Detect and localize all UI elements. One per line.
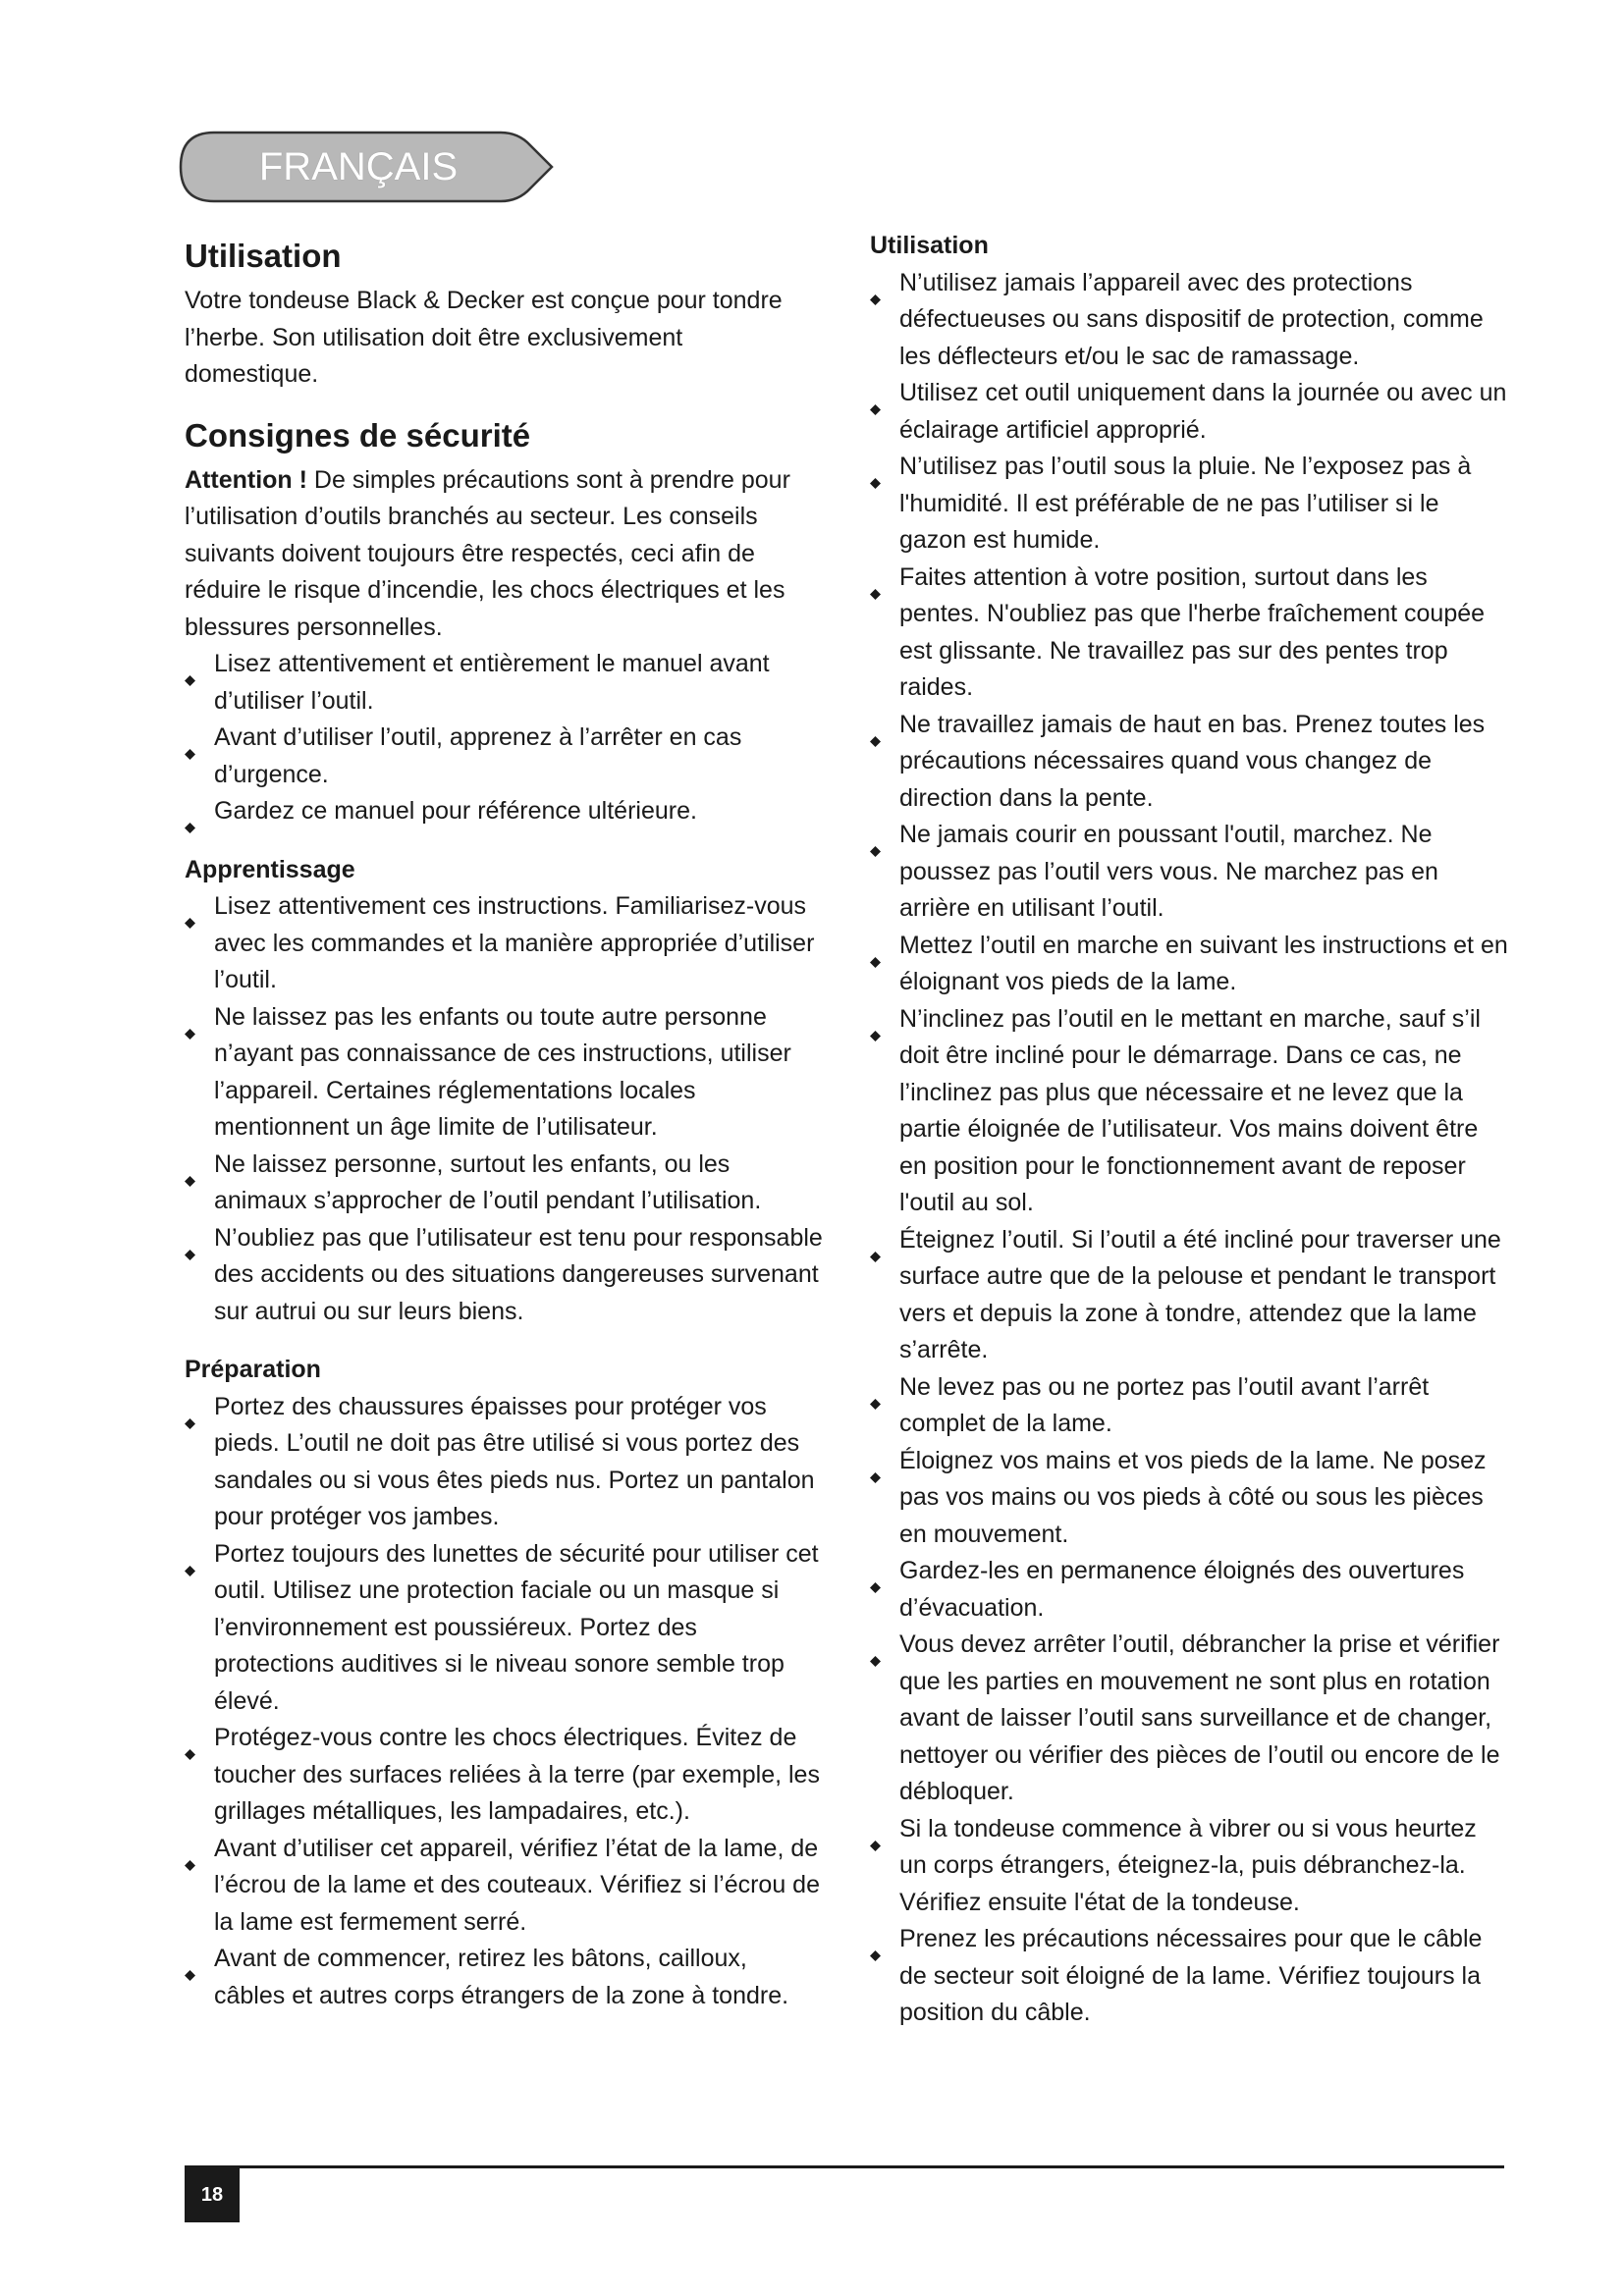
diamond-bullet-icon	[870, 463, 881, 474]
list-item	[185, 999, 823, 1147]
right-column	[870, 228, 1508, 2032]
language-badge	[177, 130, 560, 204]
diamond-bullet-icon	[185, 1551, 195, 1562]
learning-list	[185, 888, 823, 1330]
list-item	[870, 265, 1508, 376]
list-item	[185, 720, 823, 793]
list-item-text: Utilisez cet outil uniquement dans la journée ou avec un éclairage artificiel approprié.	[899, 379, 1507, 444]
diamond-bullet-icon	[185, 808, 195, 819]
list-item	[185, 1941, 823, 2014]
list-item-text: N’utilisez jamais l’appareil avec des protections défectueuses ou sans dispositif de protection, comme les déflecteurs et/ou le sac de ramassage.	[899, 268, 1484, 370]
diamond-bullet-icon	[185, 903, 195, 914]
diamond-bullet-icon	[870, 1568, 881, 1578]
list-item	[185, 1147, 823, 1220]
language-label: FRANÇAIS	[258, 145, 459, 188]
list-item	[185, 1220, 823, 1331]
left-column	[185, 228, 823, 2014]
diamond-bullet-icon	[185, 1404, 195, 1415]
list-item	[185, 1831, 823, 1942]
list-item	[870, 928, 1508, 1001]
usage-list	[870, 265, 1508, 2032]
diamond-bullet-icon	[185, 1735, 195, 1745]
list-item-text: Prenez les précautions nécessaires pour que le câble de secteur soit éloigné de la lame. Vérifiez toujours la position du câble.	[899, 1925, 1483, 2026]
list-item	[185, 793, 823, 830]
list-item-text: Éloignez vos mains et vos pieds de la lame. Ne posez pas vos mains ou vos pieds à côté ou sous les pièces en mouvement.	[899, 1446, 1487, 1548]
diamond-bullet-icon	[185, 1235, 195, 1246]
list-item	[870, 707, 1508, 818]
diamond-bullet-icon	[870, 831, 881, 842]
utilisation-heading: Utilisation	[185, 238, 342, 274]
diamond-bullet-icon	[870, 574, 881, 585]
list-item	[185, 1536, 823, 1721]
diamond-bullet-icon	[870, 280, 881, 291]
list-item-text: N’inclinez pas l’outil en le mettant en marche, sauf s’il doit être incliné pour le démarrage. Dans ce cas, ne l’inclinez pas plus que nécessaire et ne levez que la partie éloignée de l’utilisateur. Vos mains doivent être en position pour le fonctionnement avant de reposer l'outil au sol.	[899, 1004, 1481, 1216]
list-item-text: Avant d’utiliser cet appareil, vérifiez l’état de la lame, de l’écrou de la lame et des couteaux. Vérifiez si l’écrou de la lame est fermement serré.	[214, 1834, 820, 1936]
safety-intro-text: De simples précautions sont à prendre pour l’utilisation d’outils branchés au secteur. Les conseils suivants doivent toujours être respectés, ceci afin de réduire le risque d’incendie, les chocs électriques et les blessures personnelles.	[185, 465, 790, 641]
list-item-text: Ne travaillez jamais de haut en bas. Prenez toutes les précautions nécessaires quand vous changez de direction dans la pente.	[899, 710, 1486, 812]
list-item-text: Gardez-les en permanence éloignés des ouvertures d’évacuation.	[899, 1557, 1465, 1622]
list-item-text: Faites attention à votre position, surtout dans les pentes. N'oubliez pas que l'herbe fraîchement coupée est glissante. Ne travaillez pas sur des pentes trop raides.	[899, 562, 1486, 701]
diamond-bullet-icon	[185, 1014, 195, 1025]
list-item	[870, 1443, 1508, 1554]
preparation-heading: Préparation	[185, 1356, 321, 1383]
list-item	[870, 1921, 1508, 2032]
utilisation-text: Votre tondeuse Black & Decker est conçue pour tondre l’herbe. Son utilisation doit être exclusivement domestique.	[185, 287, 783, 388]
list-item-text: Si la tondeuse commence à vibrer ou si vous heurtez un corps étrangers, éteignez-la, puis débranchez-la. Vérifiez ensuite l'état de la tondeuse.	[899, 1814, 1477, 1916]
list-item	[185, 1720, 823, 1831]
list-item-text: N’oubliez pas que l’utilisateur est tenu pour responsable des accidents ou des situations dangereuses survenant sur autrui ou sur leurs biens.	[214, 1223, 823, 1325]
list-item-text: Portez toujours des lunettes de sécurité pour utiliser cet outil. Utilisez une protection faciale ou un masque si l’environnement est poussiéreux. Portez des protections auditives si le niveau sonore semble trop élevé.	[214, 1539, 819, 1715]
list-item	[870, 1627, 1508, 1811]
list-item	[870, 560, 1508, 707]
list-item	[870, 1369, 1508, 1443]
footer-rule	[185, 2165, 1504, 2168]
list-item	[870, 449, 1508, 560]
diamond-bullet-icon	[185, 661, 195, 671]
list-item-text: Avant de commencer, retirez les bâtons, cailloux, câbles et autres corps étrangers de la zone à tondre.	[214, 1945, 789, 2009]
safety-intro	[185, 462, 823, 647]
list-item	[185, 1389, 823, 1536]
diamond-bullet-icon	[870, 1826, 881, 1837]
list-item-text: Ne levez pas ou ne portez pas l’outil avant l’arrêt complet de la lame.	[899, 1372, 1430, 1437]
usage-heading: Utilisation	[870, 232, 989, 259]
list-item-text: Mettez l’outil en marche en suivant les instructions et en éloignant vos pieds de la lame.	[899, 931, 1508, 995]
diamond-bullet-icon	[870, 1458, 881, 1468]
list-item-text: Avant d’utiliser l’outil, apprenez à l’arrêter en cas d’urgence.	[214, 723, 742, 788]
learning-heading: Apprentissage	[185, 855, 355, 883]
diamond-bullet-icon	[870, 1016, 881, 1027]
diamond-bullet-icon	[870, 1237, 881, 1248]
safety-list	[185, 646, 823, 830]
list-item-text: Protégez-vous contre les chocs électriques. Évitez de toucher des surfaces reliées à la terre (par exemple, les grillages métalliques, les lampadaires, etc.).	[214, 1724, 820, 1825]
list-item-text: Ne laissez personne, surtout les enfants, ou les animaux s’approcher de l’outil pendant l’utilisation.	[214, 1149, 762, 1214]
safety-heading: Consignes de sécurité	[185, 416, 531, 454]
diamond-bullet-icon	[185, 1845, 195, 1856]
list-item	[185, 888, 823, 999]
safety-intro-bold: Attention !	[185, 465, 307, 494]
list-item-text: Vous devez arrêter l’outil, débrancher la prise et vérifier que les parties en mouvement ne sont plus en rotation avant de laisser l’outil sans surveillance et de changer, nettoyer ou vérifier des pièces de l’outil ou encore de le débloquer.	[899, 1630, 1500, 1805]
diamond-bullet-icon	[870, 1641, 881, 1652]
list-item-text: Gardez ce manuel pour référence ultérieure.	[214, 797, 697, 825]
list-item-text: Lisez attentivement et entièrement le manuel avant d’utiliser l’outil.	[214, 650, 770, 715]
list-item	[870, 1811, 1508, 1922]
list-item-text: Éteignez l’outil. Si l’outil a été incliné pour traverser une surface autre que de la pelouse et pendant le transport vers et depuis la zone à tondre, attendez que la lame s’arrête.	[899, 1225, 1501, 1363]
list-item	[870, 375, 1508, 449]
list-item	[870, 1553, 1508, 1627]
list-item	[870, 817, 1508, 928]
list-item-text: Portez des chaussures épaisses pour protéger vos pieds. L’outil ne doit pas être utilisé si vous portez des sandales ou si vous êtes pieds nus. Portez un pantalon pour protéger vos jambes.	[214, 1392, 815, 1530]
diamond-bullet-icon	[870, 942, 881, 953]
diamond-bullet-icon	[185, 734, 195, 745]
list-item-text: N’utilisez pas l’outil sous la pluie. Ne l’exposez pas à l'humidité. Il est préférable de ne pas l’utiliser si le gazon est humide.	[899, 453, 1472, 554]
list-item	[870, 1001, 1508, 1222]
list-item-text: Ne laissez pas les enfants ou toute autre personne n’ayant pas connaissance de ces instructions, utiliser l’appareil. Certaines réglementations locales mentionnent un âge limite de l’utilisateur.	[214, 1002, 791, 1141]
list-item-text: Ne jamais courir en poussant l'outil, marchez. Ne poussez pas l’outil vers vous. Ne marchez pas en arrière en utilisant l’outil.	[899, 821, 1438, 922]
diamond-bullet-icon	[870, 1384, 881, 1395]
list-item-text: Lisez attentivement ces instructions. Familiarisez-vous avec les commandes et la manière appropriée d’utiliser l’outil.	[214, 892, 815, 993]
page-number: 18	[200, 2184, 224, 2206]
diamond-bullet-icon	[870, 390, 881, 400]
preparation-list	[185, 1389, 823, 2015]
diamond-bullet-icon	[870, 1936, 881, 1947]
diamond-bullet-icon	[185, 1161, 195, 1172]
list-item	[870, 1222, 1508, 1369]
list-item	[185, 646, 823, 720]
diamond-bullet-icon	[185, 1955, 195, 1966]
diamond-bullet-icon	[870, 721, 881, 732]
